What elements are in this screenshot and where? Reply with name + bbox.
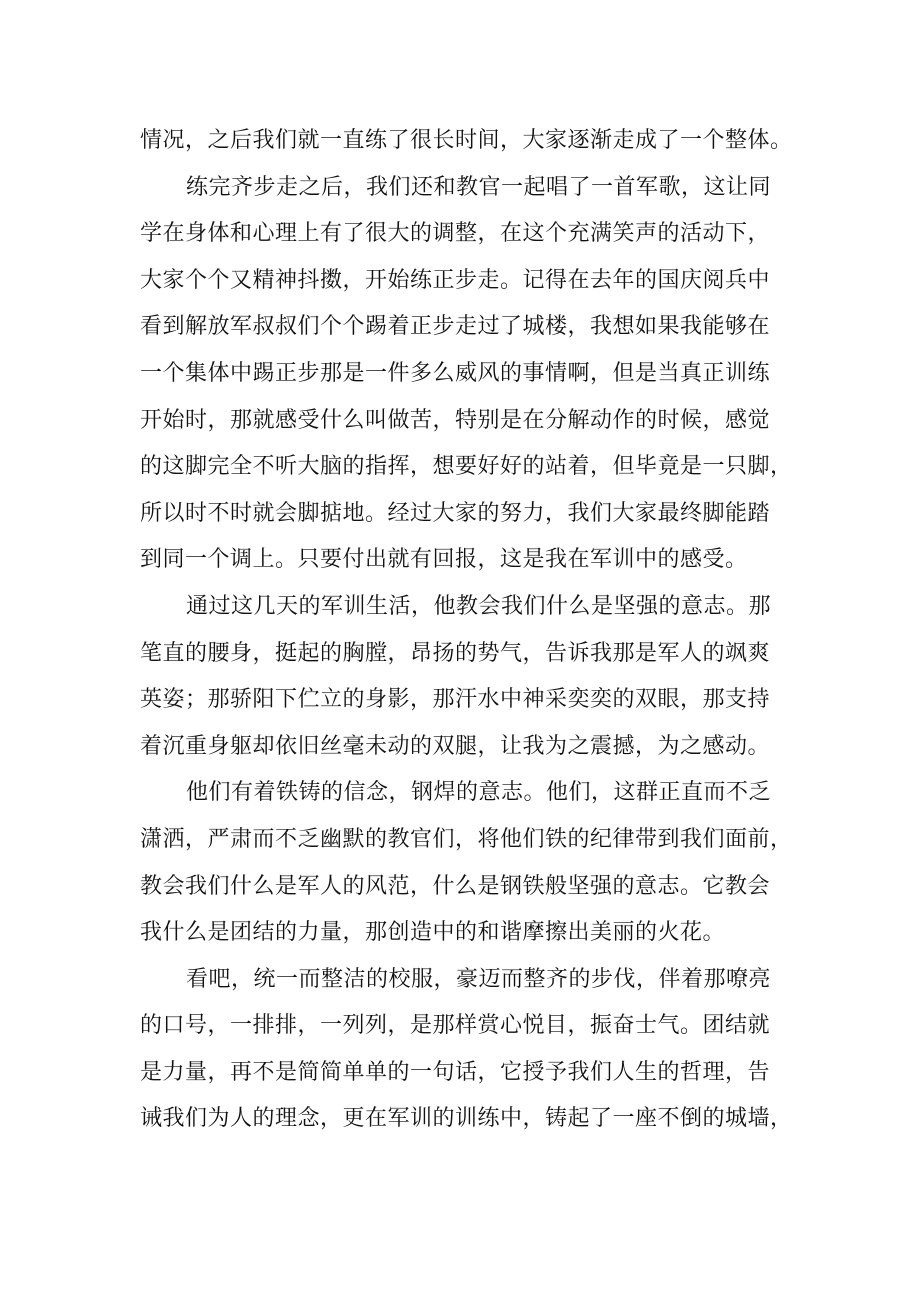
text-line: 到同一个调上。只要付出就有回报，这是我在军训中的感受。 xyxy=(140,547,748,573)
text-line: 看吧，统一而整洁的校服，豪迈而整齐的步伐，伴着那嘹亮 xyxy=(186,966,772,992)
text-line: 他们有着铁铸的信念，钢焊的意志。他们，这群正直而不乏 xyxy=(186,780,772,806)
text-line: 是力量，再不是简简单单的一句话，它授予我们人生的哲理，告 xyxy=(140,1059,771,1085)
text-line: 诫我们为人的理念，更在军训的训练中，铸起了一座不倒的城墙， xyxy=(140,1106,793,1132)
text-line: 通过这几天的军训生活，他教会我们什么是坚强的意志。那 xyxy=(186,593,772,619)
text-line: 一个集体中踢正步那是一件多么威风的事情啊，但是当真正训练 xyxy=(140,360,771,386)
text-line: 英姿；那骄阳下伫立的身影，那汗水中神采奕奕的双眼，那支持 xyxy=(140,687,771,713)
text-line: 所以时不时就会脚掂地。经过大家的努力，我们大家最终脚能踏 xyxy=(140,500,771,526)
text-line: 潇洒，严肃而不乏幽默的教官们，将他们铁的纪律带到我们面前， xyxy=(140,826,793,852)
text-line: 看到解放军叔叔们个个踢着正步走过了城楼，我想如果我能够在 xyxy=(140,314,771,340)
text-line: 笔直的腰身，挺起的胸膛，昂扬的势气，告诉我那是军人的飒爽 xyxy=(140,640,771,666)
text-line: 大家个个又精神抖擞，开始练正步走。记得在去年的国庆阅兵中 xyxy=(140,267,771,293)
text-line: 着沉重身躯却依旧丝毫未动的双腿，让我为之震撼，为之感动。 xyxy=(140,733,771,759)
body-text xyxy=(140,118,793,1143)
text-line: 情况，之后我们就一直练了很长时间，大家逐渐走成了一个整体。 xyxy=(140,128,793,153)
text-line: 教会我们什么是军人的风范，什么是钢铁般坚强的意志。它教会 xyxy=(140,873,771,899)
text-line: 我什么是团结的力量，那创造中的和谐摩擦出美丽的火花。 xyxy=(140,920,726,946)
text-line: 学在身体和心理上有了很大的调整，在这个充满笑声的活动下， xyxy=(140,221,771,247)
text-line: 的这脚完全不听大脑的指挥，想要好好的站着，但毕竟是一只脚， xyxy=(140,454,793,480)
text-line: 练完齐步走之后，我们还和教官一起唱了一首军歌，这让同 xyxy=(186,174,772,200)
text-line: 的口号，一排排，一列列，是那样赏心悦目，振奋士气。团结就 xyxy=(140,1013,771,1039)
text-line: 开始时，那就感受什么叫做苦，特别是在分解动作的时候，感觉 xyxy=(140,407,771,433)
